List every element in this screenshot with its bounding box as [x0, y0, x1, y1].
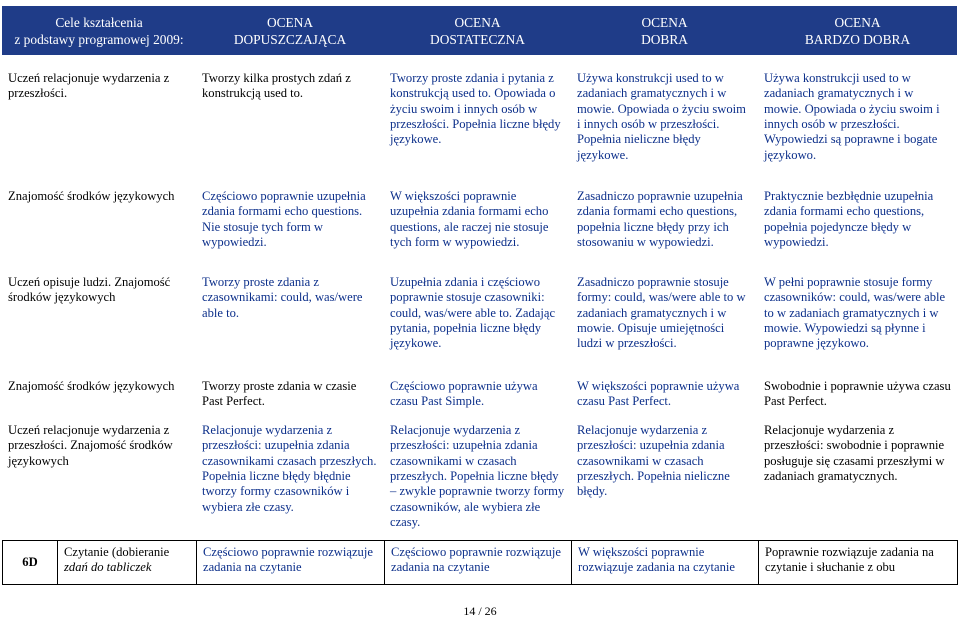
dob-cell: Zasadniczo poprawnie uzupełnia zdania formami echo questions, popełnia liczne błędy przy ich stosowaniu w wypowiedzi.	[577, 188, 743, 249]
dost-cell: Tworzy proste zdania i pytania z konstrukcją used to. Opowiada o życiu swoim i innych osób w przeszłości. Popełnia liczne błędy językowe.	[390, 70, 561, 147]
header-dobra	[571, 6, 758, 55]
bdb-cell: W pełni poprawnie stosuje formy czasowników: could, was/were able to w zadaniach gramatycznych i w mowie. Wypowiedzi są płynne i poprawne językowo.	[764, 274, 946, 351]
page-number: 14 / 26	[463, 604, 497, 618]
bdb-cell: Poprawnie rozwiązuje zadania na czytanie i słuchanie z obu	[759, 541, 958, 585]
header-dostateczna	[384, 6, 571, 55]
goal-cell	[58, 541, 197, 585]
bdb-cell: Swobodnie i poprawnie używa czasu Past Perfect.	[764, 378, 951, 409]
dost-cell: Częściowo poprawnie używa czasu Past Simple.	[390, 378, 538, 409]
dob-cell: Używa konstrukcji used to w zadaniach gramatycznych i w mowie. Opowiada o życiu swoim i innych osób w przeszłości. Popełnia nieliczne błędy językowe.	[577, 70, 746, 162]
table-row	[2, 375, 957, 419]
goal-line2: zdań do tabliczek	[64, 560, 152, 575]
dost-cell: Relacjonuje wydarzenia z przeszłości: uzupełnia zdania czasownikami w czasach przeszłych. Popełnia liczne błędy – zwykle poprawnie tworzy formy czasowników, ale wybiera złe czasy.	[390, 422, 565, 529]
table-row	[3, 541, 958, 585]
dob-cell: W większości poprawnie używa czasu Past Perfect.	[577, 378, 740, 409]
header-dopuszczajaca	[196, 6, 384, 55]
header-bardzo-dobra	[758, 6, 957, 55]
dop-cell: Relacjonuje wydarzenia z przeszłości: uzupełnia zdania czasownikami czasach przeszłych. Popełnia liczne błędy błędnie tworzy formy czasowników i wybiera złe czasy.	[202, 422, 377, 514]
dop-cell: Częściowo poprawnie uzupełnia zdania formami echo questions. Nie stosuje tych form w wypowiedzi.	[202, 188, 366, 249]
goal-cell: Znajomość środków językowych	[8, 378, 175, 393]
dop-cell: Tworzy proste zdania w czasie Past Perfect.	[202, 378, 357, 409]
bdb-cell: Praktycznie bezbłędnie uzupełnia zdania formami echo questions, popełnia pojedyncze błędy w wypowiedzi.	[764, 188, 934, 249]
header-dost-line1: OCENA	[454, 15, 501, 30]
dop-cell: Tworzy kilka prostych zdań z konstrukcją used to.	[202, 70, 351, 101]
header-goals-line2: z podstawy programowej 2009:	[14, 32, 184, 48]
header-dost-line2: DOSTATECZNA	[430, 32, 525, 48]
goal-cell: Uczeń opisuje ludzi. Znajomość środków językowych	[8, 274, 171, 305]
table-row	[2, 185, 957, 271]
header-dob-line2: DOBRA	[641, 32, 688, 48]
bdb-cell: Relacjonuje wydarzenia z przeszłości: swobodnie i poprawnie posługuje się czasami przeszłymi w zadaniach gramatycznych.	[764, 422, 945, 483]
goal-cell: Znajomość środków językowych	[8, 188, 175, 203]
section-code: 6D	[3, 541, 58, 585]
grading-table-bottom	[2, 540, 958, 585]
dob-cell: W większości poprawnie rozwiązuje zadania na czytanie	[572, 541, 759, 585]
dob-cell: Relacjonuje wydarzenia z przeszłości: uzupełnia zdania czasownikami w czasach przeszłych. Popełnia nieliczne błędy.	[577, 422, 730, 499]
table-row	[2, 271, 957, 375]
goal-cell: Uczeń relacjonuje wydarzenia z przeszłości.	[8, 70, 170, 101]
dost-cell: Uzupełnia zdania i częściowo poprawnie stosuje czasowniki: could, was/were able to. Zadając pytania, popełnia liczne błędy językowe.	[390, 274, 556, 351]
dost-cell: W większości poprawnie uzupełnia zdania formami echo questions, ale raczej nie stosuje tych form w wypowiedzi.	[390, 188, 549, 249]
goal-line1: Czytanie (dobieranie	[64, 545, 170, 559]
dost-cell: Częściowo poprawnie rozwiązuje zadania na czytanie	[385, 541, 572, 585]
dob-cell: Zasadniczo poprawnie stosuje formy: could, was/were able to w zadaniach gramatycznych i w mowie. Opisuje umiejętności ludzi w przeszłości.	[577, 274, 746, 351]
header-bdb-line2: BARDZO DOBRA	[804, 32, 911, 48]
header-row	[2, 6, 957, 55]
table-row	[2, 419, 957, 534]
grading-table	[2, 6, 957, 533]
header-dop-line2: DOPUSZCZAJĄCA	[233, 32, 347, 48]
header-dop-line1: OCENA	[266, 15, 314, 30]
table-row	[2, 67, 957, 185]
dop-cell: Częściowo poprawnie rozwiązuje zadania na czytanie	[197, 541, 385, 585]
header-bdb-line1: OCENA	[834, 15, 881, 30]
header-dob-line1: OCENA	[641, 15, 688, 30]
dop-cell: Tworzy proste zdania z czasownikami: could, was/were able to.	[202, 274, 363, 320]
bdb-cell: Używa konstrukcji used to w zadaniach gramatycznych i w mowie. Opowiada o życiu swoim i innych osób w przeszłości. Wypowiedzi są poprawne i bogate językowo.	[764, 70, 940, 162]
header-goals-line1: Cele kształcenia	[55, 15, 143, 30]
goal-cell: Uczeń relacjonuje wydarzenia z przeszłości. Znajomość środków językowych	[8, 422, 173, 468]
header-goals	[2, 6, 196, 55]
